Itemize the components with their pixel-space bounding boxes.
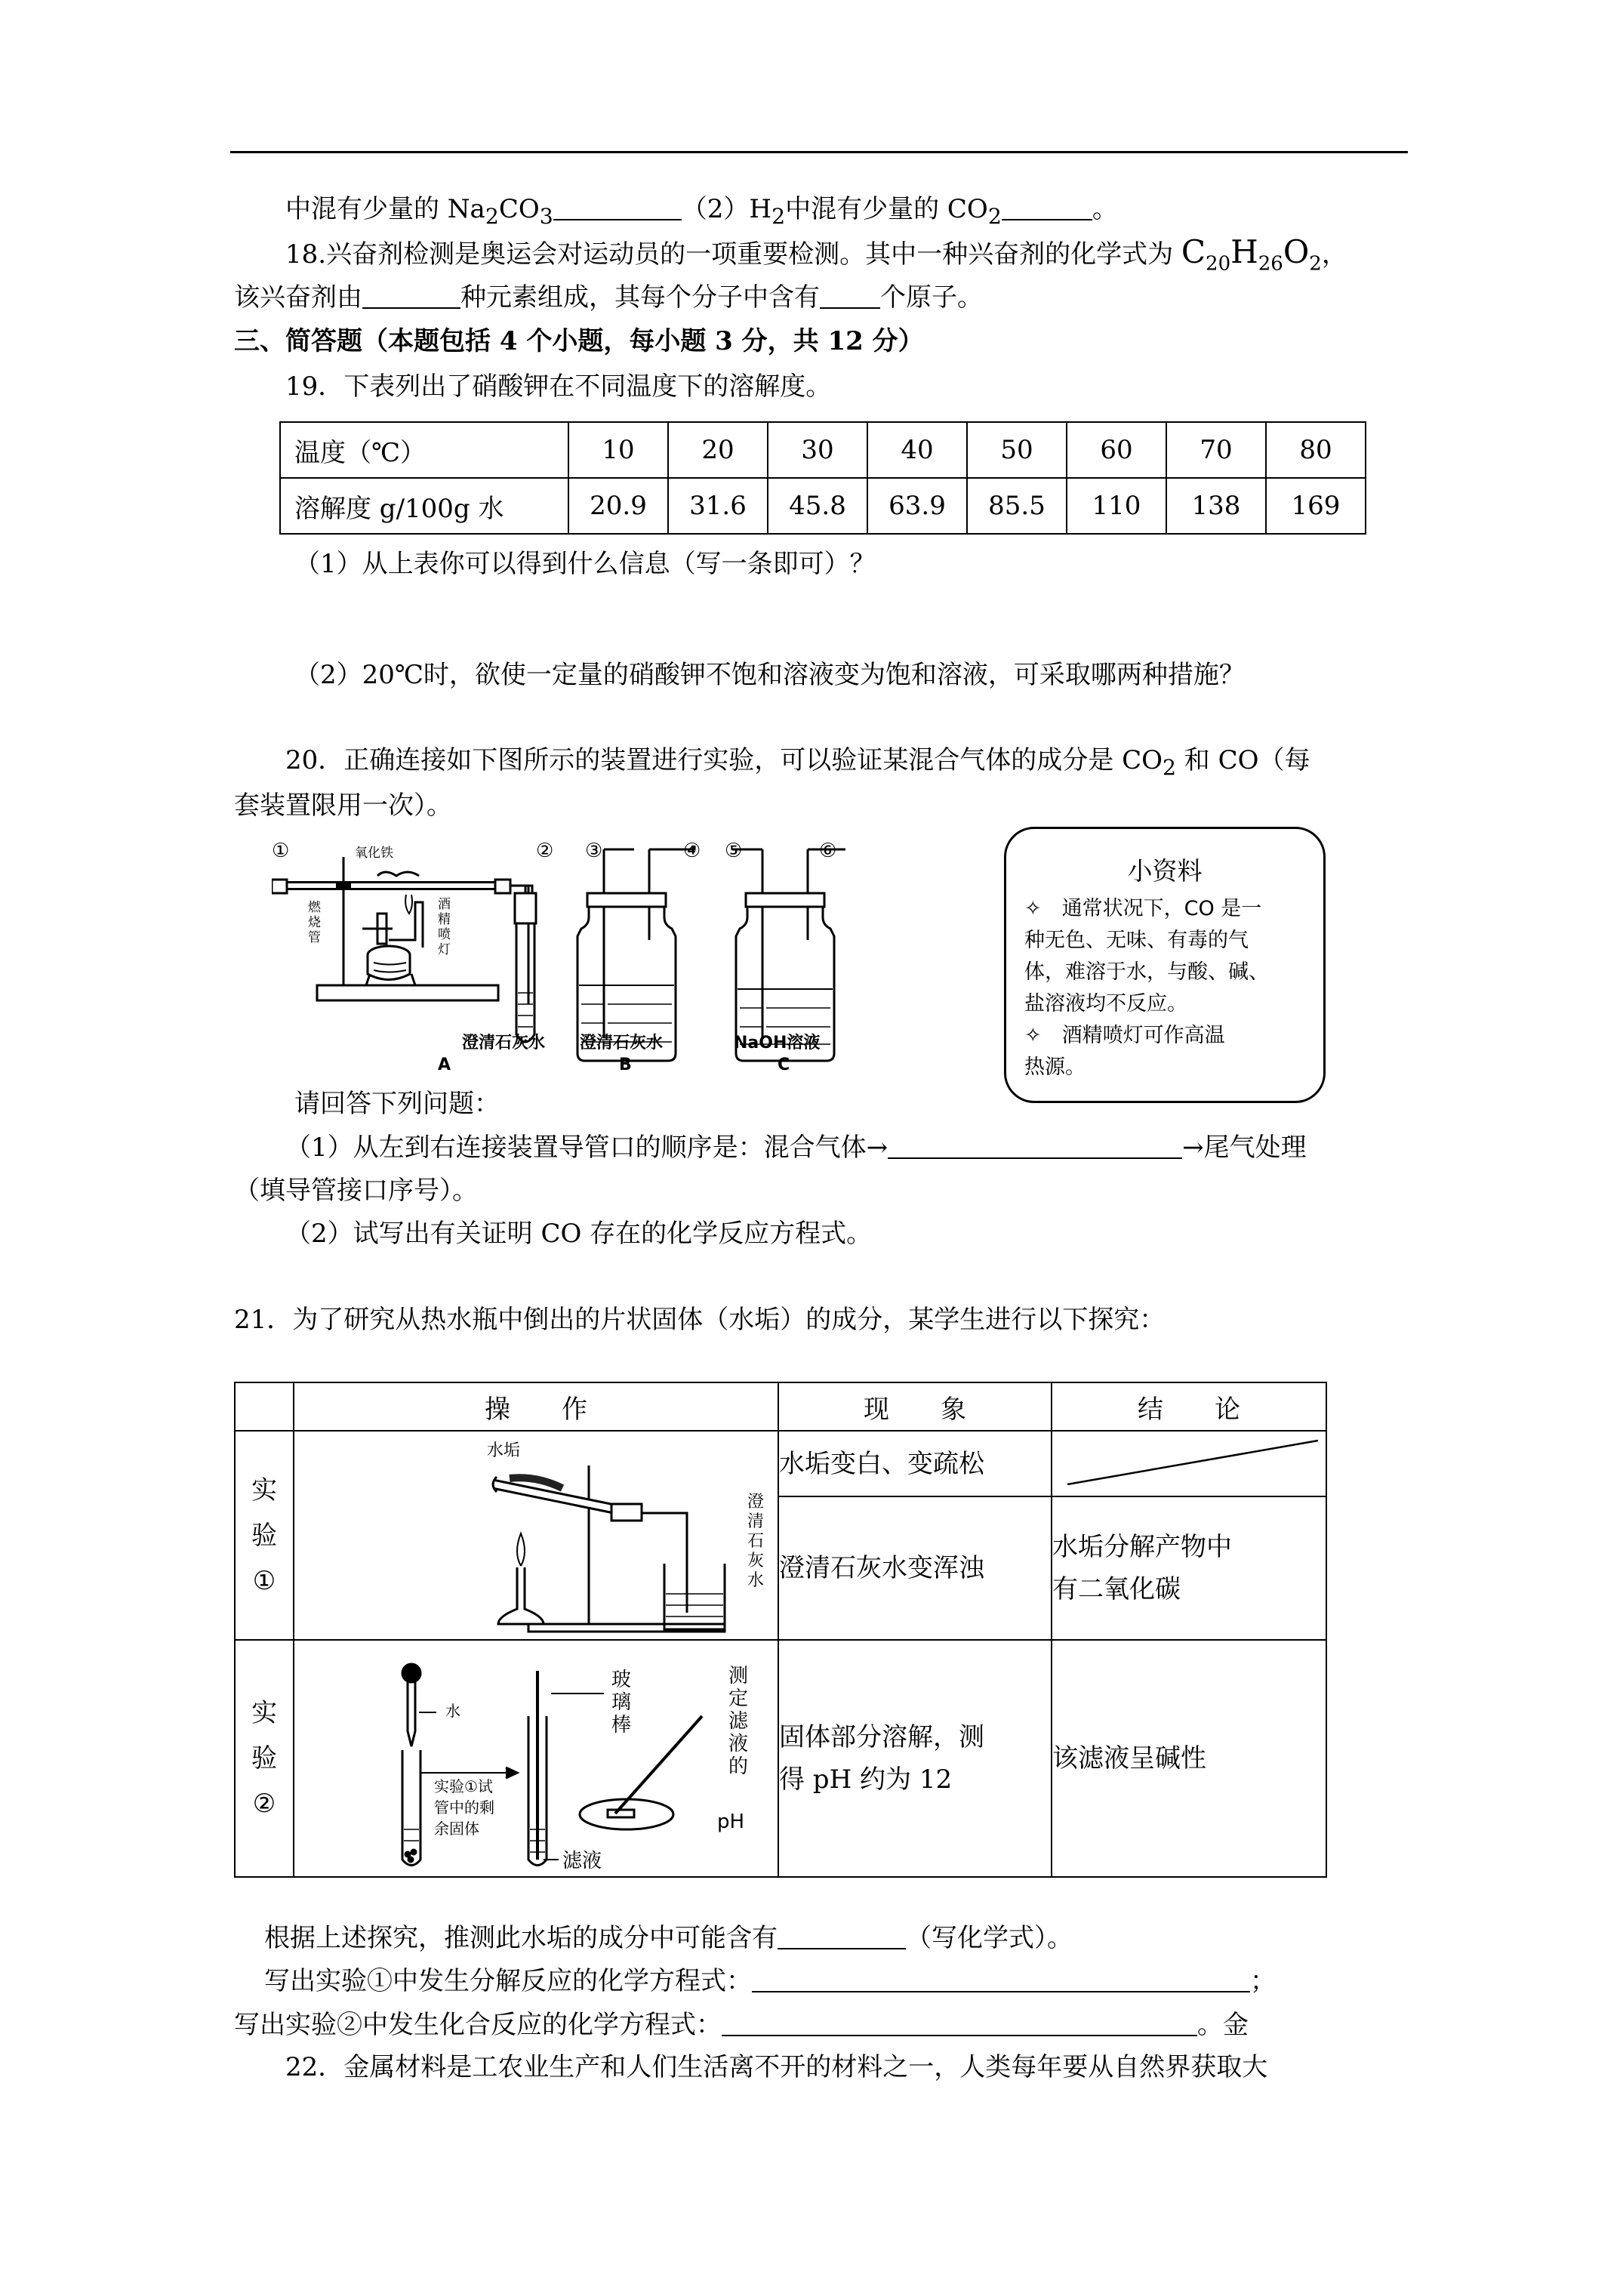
q17-text: 。 [1092, 194, 1118, 224]
q20-stem-line-2: 套装置限用一次）。 [234, 791, 452, 821]
q17-sub: 2 [485, 203, 499, 229]
q21-text: ； [1250, 1966, 1276, 1996]
exp1-label-lw-5: 水 [747, 1571, 765, 1590]
exp2-label-water: 水 [445, 1702, 460, 1720]
q17-text: （2）H [681, 194, 772, 224]
exp1-label: 实 验 ① [235, 1431, 294, 1640]
exp1-phenomenon-1: 水垢变白、变疏松 [778, 1431, 1052, 1496]
exp1-figure [294, 1432, 778, 1639]
exp2-conclusion: 该滤液呈碱性 [1052, 1640, 1326, 1877]
info-box-line: 盐溶液均不反应。 [1024, 992, 1187, 1015]
exp2-label-rod-3: 棒 [611, 1714, 632, 1737]
info-box-line: 热源。 [1024, 1056, 1086, 1079]
q19-stem: 19．下表列出了硝酸钾在不同温度下的溶解度。 [285, 371, 832, 402]
q20-sub-1-line-2: （填导管接口序号）。 [234, 1176, 478, 1206]
q21-after-2 [264, 1965, 1276, 1998]
q21-blank-3[interactable] [722, 2011, 1197, 2036]
table-cell: 40 [867, 422, 967, 478]
exp1-conclusion-2: 水垢分解产物中 有二氧化碳 [1052, 1496, 1326, 1640]
table-cell: 169 [1266, 478, 1366, 534]
q17-sub: 3 [539, 203, 553, 229]
info-box [1004, 827, 1326, 1103]
table-row [235, 1431, 1326, 1496]
q21-text: （写化学式）。 [906, 1923, 1073, 1953]
port-label-6: ⑥ [819, 840, 837, 862]
table-header-phenomenon: 现 象 [778, 1382, 1052, 1431]
exp2-figure-cell [294, 1640, 778, 1877]
q17-text: 中混有少量的 CO [785, 194, 988, 224]
test-tube [516, 923, 534, 1042]
header-rule [230, 151, 1408, 153]
q17-sub: 2 [771, 203, 786, 229]
exp2-label-measure-4: 液 [728, 1733, 749, 1755]
q17-tail-line [285, 193, 1118, 233]
q18-text: ， [1321, 239, 1347, 270]
q17-text: 中混有少量的 Na [285, 194, 485, 224]
table-row [280, 478, 1366, 534]
q20-stem-line-1 [285, 744, 1310, 784]
q17-blank-1[interactable] [553, 195, 682, 220]
exp2-label-residue-2: 管中的剩 [434, 1798, 494, 1817]
table-cell: 60 [1067, 422, 1166, 478]
q18-line-1 [285, 233, 1347, 280]
table-cell: 110 [1067, 478, 1166, 534]
diagonal-slash [1052, 1432, 1326, 1496]
q20-text: →尾气处理 [1182, 1133, 1307, 1163]
table-cell: 30 [768, 422, 867, 478]
table-header-temp: 温度（℃） [280, 422, 568, 478]
stand-base [317, 985, 498, 1000]
label-lamp-2: 精 [438, 912, 451, 927]
q20-text: 和 CO（每 [1176, 745, 1310, 775]
exp2-label-rod-2: 璃 [611, 1691, 632, 1714]
exp2-label: 实 验 ② [235, 1640, 294, 1877]
q21-text: 写出实验②中发生化合反应的化学方程式： [234, 2010, 722, 2040]
lamp-flame [405, 895, 412, 914]
table-header-conclusion: 结 论 [1052, 1382, 1326, 1431]
q20-text: （1）从左到右连接装置导管口的顺序是：混合气体→ [285, 1133, 888, 1163]
q19-sub-1: （1）从上表你可以得到什么信息（写一条即可）？ [294, 549, 876, 579]
caption-c: NaOH溶液 [734, 1034, 821, 1052]
port-label-5: ⑤ [725, 840, 743, 862]
info-box-line: ✧ 酒精喷灯可作高温 [1024, 1024, 1225, 1047]
table-header-solubility: 溶解度 g/100g 水 [280, 478, 568, 534]
q20-please-answer: 请回答下列问题： [294, 1089, 500, 1119]
exp2-label-filtrate: 滤液 [562, 1850, 602, 1872]
caption-a: 澄清石灰水 [462, 1034, 546, 1052]
table-cell: 85.5 [967, 478, 1067, 534]
exp2-label-rod-1: 玻 [611, 1669, 632, 1691]
exp2-label-measure-1: 测 [728, 1665, 749, 1687]
q21-text: 写出实验①中发生分解反应的化学方程式： [264, 1966, 752, 1996]
letter-a: A [438, 1056, 451, 1074]
q19-sub-2: （2）20℃时，欲使一定量的硝酸钾不饱和溶液变为饱和溶液，可采取哪两种措施？ [294, 660, 1245, 690]
exp1-phenomenon-2: 澄清石灰水变浑浊 [778, 1496, 1052, 1640]
apparatus-figure [272, 834, 921, 1095]
section-3-heading: 三、简答题（本题包括 4 个小题，每小题 3 分，共 12 分） [234, 326, 924, 356]
table-cell: 63.9 [867, 478, 967, 534]
q17-text: CO [498, 194, 540, 224]
table-cell: 138 [1166, 478, 1266, 534]
q18-blank-1[interactable] [362, 283, 460, 309]
q21-stem: 21．为了研究从热水瓶中倒出的片状固体（水垢）的成分，某学生进行以下探究： [234, 1305, 1166, 1335]
q21-blank-1[interactable] [778, 1924, 906, 1949]
experiment-table [234, 1382, 1327, 1878]
table-row [235, 1382, 1326, 1431]
label-lamp-4: 灯 [438, 942, 451, 957]
letter-b: B [619, 1056, 632, 1074]
q18-text: 个原子。 [880, 282, 983, 313]
exp2-label-residue-3: 余固体 [434, 1820, 479, 1838]
q18-formula: $C_{20}H_{26}O_2$ [1181, 233, 1322, 276]
exp1-label-lw-4: 灰 [747, 1552, 765, 1570]
label-lamp-3: 喷 [438, 927, 451, 942]
q18-line-2 [234, 281, 983, 314]
q18-text: 该兴奋剂由 [234, 282, 362, 313]
exp1-label-lw-2: 清 [747, 1512, 765, 1531]
port-label-3: ③ [585, 840, 603, 862]
q18-text: 18.兴奋剂检测是奥运会对运动员的一项重要检测。其中一种兴奋剂的化学式为 [285, 239, 1181, 270]
q22-line: 22．金属材料是工农业生产和人们生活离不开的材料之一，人类每年要从自然界获取大 [285, 2052, 1268, 2082]
exp2-label-residue-1: 实验①试 [434, 1777, 493, 1795]
label-lamp-1: 酒 [438, 897, 451, 912]
info-box-line: 种无色、无味、有毒的气 [1024, 929, 1249, 952]
table-cell: 20.9 [568, 478, 668, 534]
exp2-phenomenon: 固体部分溶解，测 得 pH 约为 12 [778, 1640, 1052, 1877]
label-tube-3: 管 [308, 930, 321, 945]
info-box-title: 小资料 [1127, 856, 1203, 886]
port-label-2: ② [536, 840, 554, 862]
table-cell: 80 [1266, 422, 1366, 478]
q18-blank-2[interactable] [820, 283, 880, 309]
exp1-figure-cell [294, 1431, 778, 1640]
q18-text: 种元素组成，其每个分子中含有 [460, 282, 820, 313]
q17-blank-2[interactable] [1002, 195, 1092, 220]
exp2-label-ph: pH [717, 1811, 745, 1833]
q21-after-3 [234, 2008, 1249, 2042]
q21-after-1 [264, 1922, 1073, 1955]
port-label-1: ① [272, 840, 290, 862]
table-row [280, 422, 1366, 478]
q17-sub: 2 [987, 203, 1002, 229]
exp1-label-lw-3: 石 [747, 1532, 765, 1551]
exp2-figure [294, 1641, 778, 1876]
letter-c: C [778, 1056, 790, 1074]
exp1-label-scale: 水垢 [487, 1441, 521, 1460]
iron-oxide [377, 872, 419, 876]
exp1-label-lw-1: 澄 [747, 1493, 765, 1512]
table-cell: 70 [1166, 422, 1266, 478]
table-cell: 45.8 [768, 478, 867, 534]
exp2-label-measure-5: 的 [728, 1755, 749, 1778]
info-box-line: ✧ 通常状况下，CO 是一 [1024, 897, 1262, 920]
exp2-label-measure-2: 定 [728, 1687, 749, 1710]
exp2-label-measure-3: 滤 [728, 1710, 749, 1733]
tube-stopper [515, 893, 536, 923]
info-box-line: 体，难溶于水，与酸、碱、 [1024, 960, 1269, 984]
q21-blank-2[interactable] [752, 1967, 1250, 1992]
exp1-conclusion-1 [1052, 1431, 1326, 1496]
q20-sub-2: （2）试写出有关证明 CO 存在的化学反应方程式。 [285, 1219, 873, 1249]
table-header-empty [235, 1382, 294, 1431]
label-tube-2: 烧 [308, 915, 321, 930]
q20-text: 20．正确连接如下图所示的装置进行实验，可以验证某混合气体的成分是 CO [285, 745, 1163, 775]
table-cell: 50 [967, 422, 1067, 478]
port-label-4: ④ [683, 840, 701, 862]
q20-sub-1 [285, 1131, 1307, 1164]
q21-text: 。金 [1197, 2010, 1249, 2040]
table-cell: 20 [668, 422, 768, 478]
caption-b: 澄清石灰水 [580, 1034, 664, 1052]
q21-text: 根据上述探究，推测此水垢的成分中可能含有 [264, 1923, 778, 1953]
table-row [235, 1640, 1326, 1877]
label-tube-1: 燃 [308, 900, 321, 915]
table-cell: 10 [568, 422, 668, 478]
table-header-operation: 操 作 [294, 1382, 778, 1431]
solubility-table [279, 421, 1366, 535]
label-iron-oxide: 氧化铁 [355, 846, 393, 861]
q20-sub: 2 [1162, 754, 1176, 780]
q20-blank[interactable] [888, 1133, 1182, 1159]
info-box-body [1006, 887, 1323, 1083]
table-cell: 31.6 [668, 478, 768, 534]
